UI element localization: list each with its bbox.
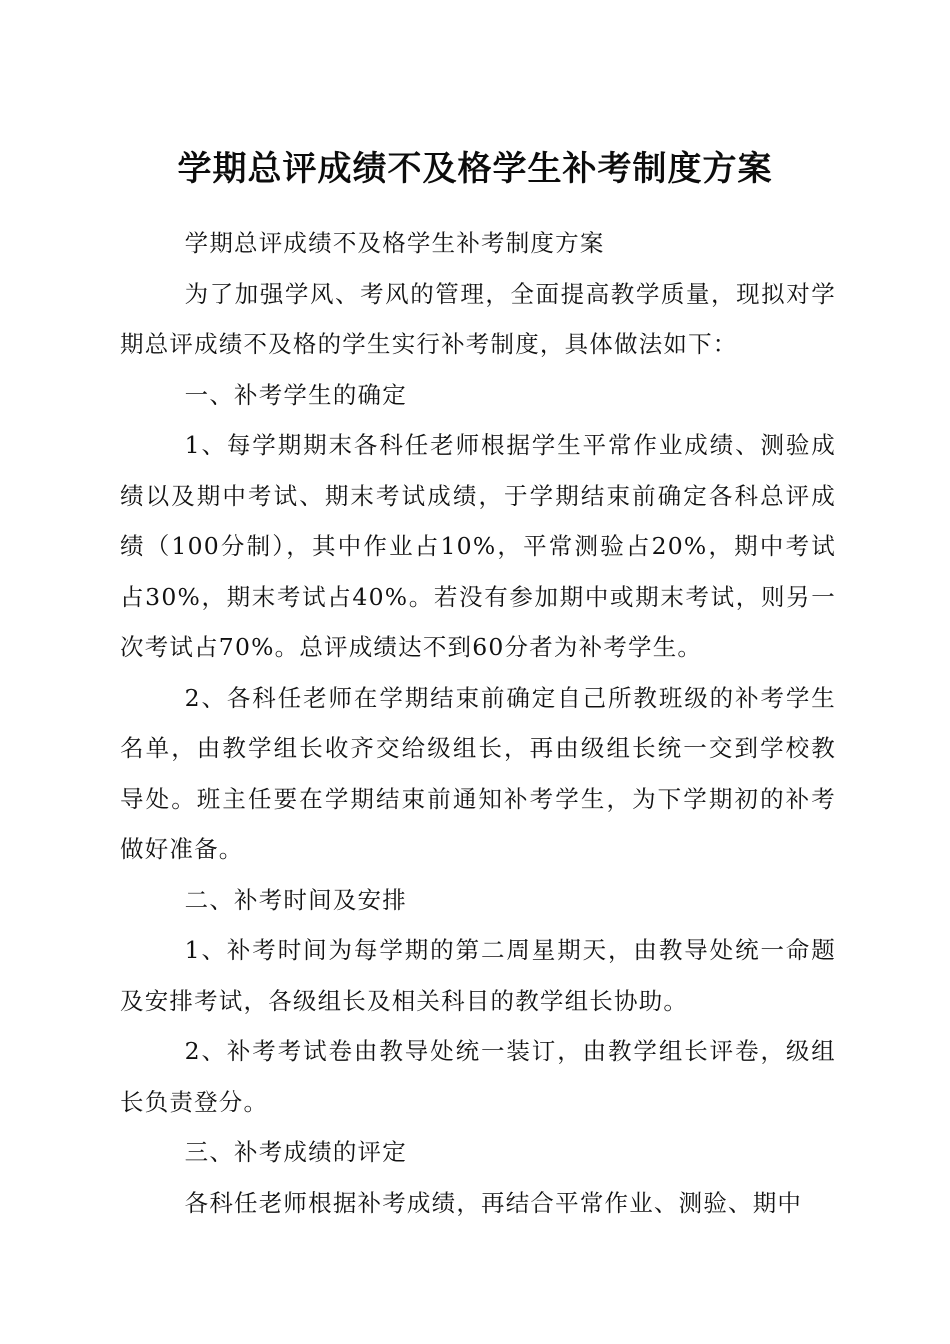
paragraph-1-2: 2、各科任老师在学期结束前确定自己所教班级的补考学生名单，由教学组长收齐交给级组长，再由级组长统一交到学校教导处。班主任要在学期结束前通知补考学生，为下学期初的补考做好准备。 <box>120 683 836 863</box>
paragraph-2-2: 2、补考考试卷由教导处统一装订，由教学组长评卷，级组长负责登分。 <box>120 1037 836 1116</box>
section-heading-2: 二、补考时间及安排 <box>184 885 407 914</box>
document-title: 学期总评成绩不及格学生补考制度方案 <box>177 149 773 189</box>
section-heading-3: 三、补考成绩的评定 <box>184 1138 407 1166</box>
paragraph-3-1: 各科任老师根据补考成绩，再结合平常作业、测验、期中 <box>184 1188 803 1217</box>
paragraph-subtitle: 学期总评成绩不及格学生补考制度方案 <box>184 229 605 257</box>
paragraph-1-1: 1、每学期期末各科任老师根据学生平常作业成绩、测验成绩以及期中考试、期末考试成绩，于学期结束前确定各科总评成绩（100分制），其中作业占10%，平常测验占20%，期中考试占30%，期末考试占40%。若没有参加期中或期末考试，则另一次考试占70%。总评成绩达不到60分者为补考学生。 <box>120 431 836 661</box>
document-body <box>120 218 836 1228</box>
paragraph-intro: 为了加强学风、考风的管理，全面提高教学质量，现拟对学期总评成绩不及格的学生实行补考制度，具体做法如下： <box>120 279 836 358</box>
section-heading-1: 一、补考学生的确定 <box>184 380 407 409</box>
paragraph-2-1: 1、补考时间为每学期的第二周星期天，由教导处统一命题及安排考试，各级组长及相关科目的教学组长协助。 <box>120 936 836 1015</box>
